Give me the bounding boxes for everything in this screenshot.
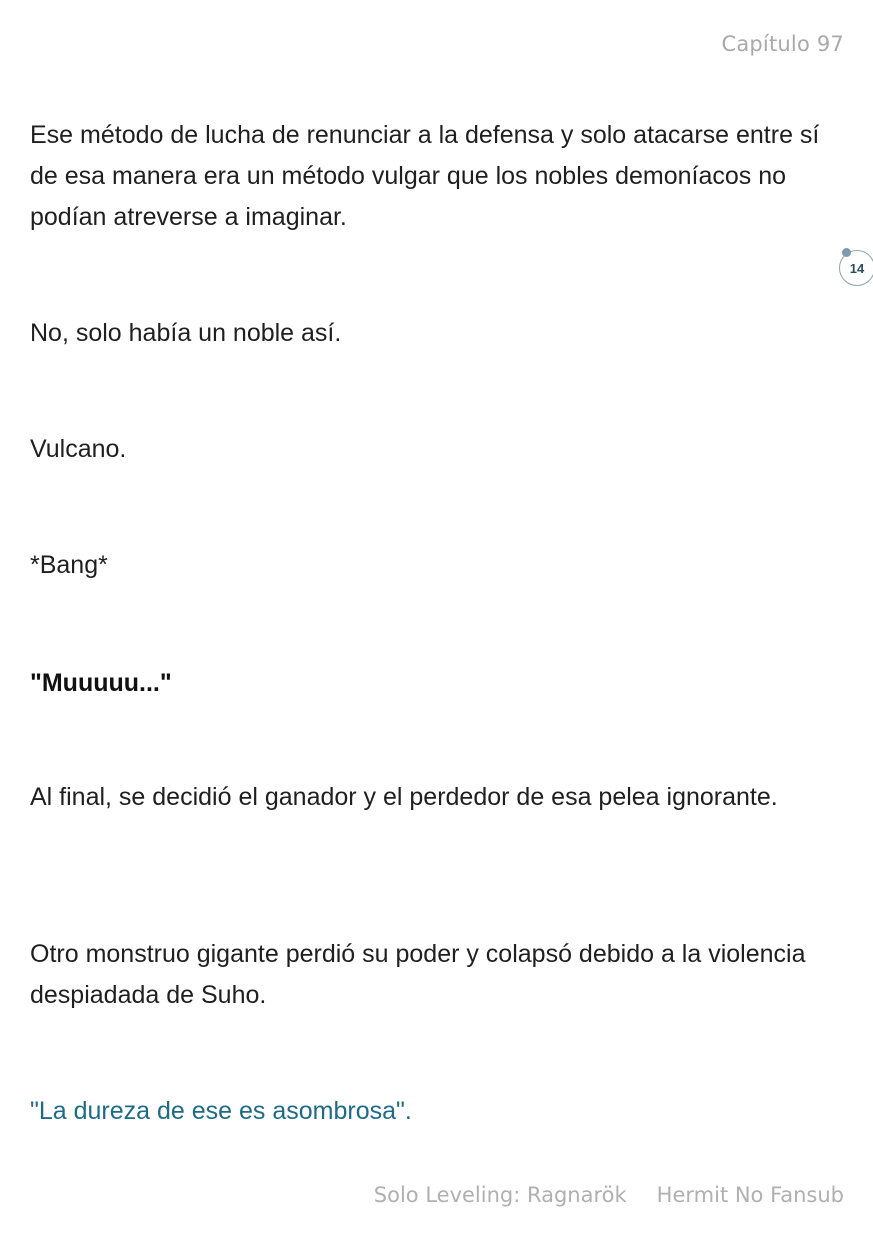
paragraph-4: *Bang* [30,551,108,579]
footer-group: Hermit No Fansub [656,1183,844,1207]
footer [374,1183,844,1207]
paragraph-5: "Muuuuu..." [30,669,172,697]
footer-title: Solo Leveling: Ragnarök [373,1183,627,1207]
paragraph-2: No, solo había un noble así. [30,319,342,347]
paragraph-3: Vulcano. [30,435,127,463]
paragraph-7: Otro monstruo gigante perdió su poder y colapsó debido a la violencia despiadada de Suho. [30,940,806,1009]
paragraph-6: Al final, se decidió el ganador y el perdedor de esa pelea ignorante. [30,783,778,811]
page-number: 14 [849,260,865,276]
paragraph-1: Ese método de lucha de renunciar a la defensa y solo atacarse entre sí de esa manera era un método vulgar que los nobles demoníacos no podían atreverse a imaginar. [30,121,820,231]
chapter-label: Capítulo 97 [721,32,844,56]
bubble-dot-icon [842,248,851,257]
paragraph-8: "La dureza de ese es asombrosa". [30,1097,412,1125]
page-number-bubble[interactable] [839,250,873,286]
